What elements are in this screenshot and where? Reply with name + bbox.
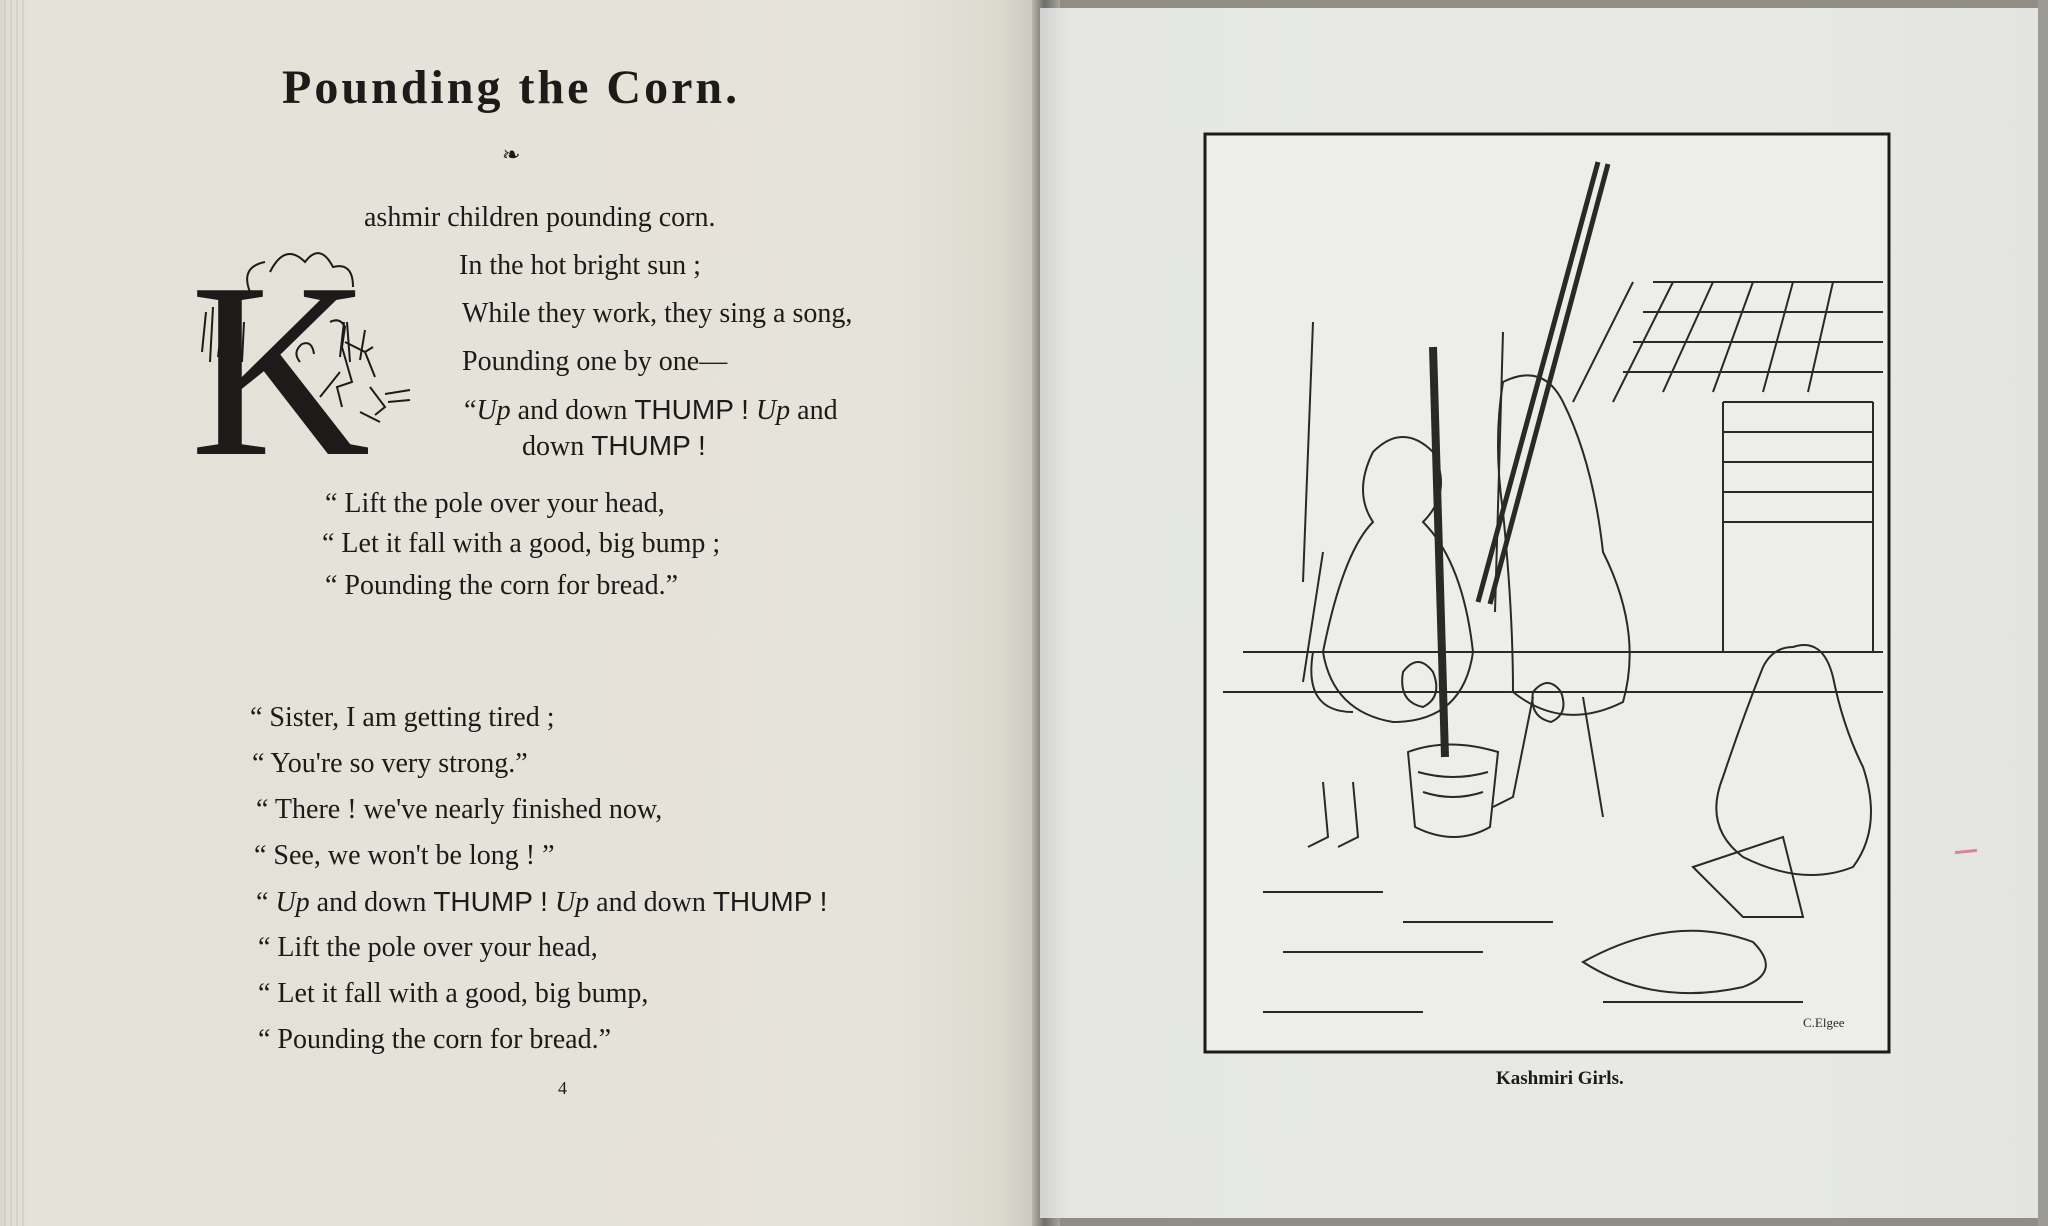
word-and: and: [797, 395, 838, 426]
word-up: Up: [275, 887, 310, 918]
word-thump: THUMP !: [433, 886, 548, 917]
verse-line: In the hot bright sun ;: [459, 250, 701, 281]
verse-line: “ There ! we've nearly finished now,: [256, 794, 663, 825]
verse-line: [464, 396, 838, 425]
word-thump: THUMP !: [712, 886, 828, 917]
verse-line: While they work, they sing a song,: [462, 298, 853, 329]
word-thump: THUMP !: [634, 394, 749, 425]
verse-line: “ Lift the pole over your head,: [325, 488, 665, 519]
verse-line: “ Let it fall with a good, big bump,: [258, 978, 649, 1009]
word-up: Up: [554, 887, 590, 918]
verse-line: “ Pounding the corn for bread.”: [258, 1024, 611, 1055]
page-number: 4: [558, 1078, 567, 1098]
word-down: down: [522, 431, 585, 462]
verse-line: ashmir children pounding corn.: [364, 202, 716, 233]
drop-cap-letter: K: [190, 232, 371, 462]
word-and-down: and down: [589, 887, 713, 918]
verse-line: [522, 432, 706, 461]
word-up: Up: [476, 395, 511, 426]
verse-line: “ See, we won't be long ! ”: [254, 840, 555, 871]
fleuron-ornament-icon: ❧: [502, 142, 521, 167]
verse-line: “ Let it fall with a good, big bump ;: [322, 528, 721, 559]
verse-line: [256, 888, 827, 917]
poem-title: Pounding the Corn.: [282, 61, 741, 114]
verse-line: “ Sister, I am getting tired ;: [250, 702, 555, 733]
word-and-down: and down: [517, 395, 628, 426]
verse-line: Pounding one by one—: [462, 346, 728, 377]
page-edge: [2038, 0, 2048, 1226]
verse-line: “ Pounding the corn for bread.”: [325, 570, 678, 601]
verse-line: “ Lift the pole over your head,: [258, 932, 598, 963]
illustration-caption: Kashmiri Girls.: [1496, 1068, 1624, 1089]
quote-mark: “: [464, 395, 477, 426]
word-up: Up: [755, 395, 791, 426]
quote-mark: “: [256, 887, 276, 918]
word-thump: THUMP !: [591, 430, 706, 461]
word-and-down: and down: [309, 887, 434, 918]
drop-cap-illustration: [190, 212, 455, 462]
artist-signature: C.Elgee: [1803, 1015, 1845, 1030]
verse-line: “ You're so very strong.”: [252, 748, 528, 779]
kashmiri-girls-illustration: [1203, 132, 1891, 1054]
